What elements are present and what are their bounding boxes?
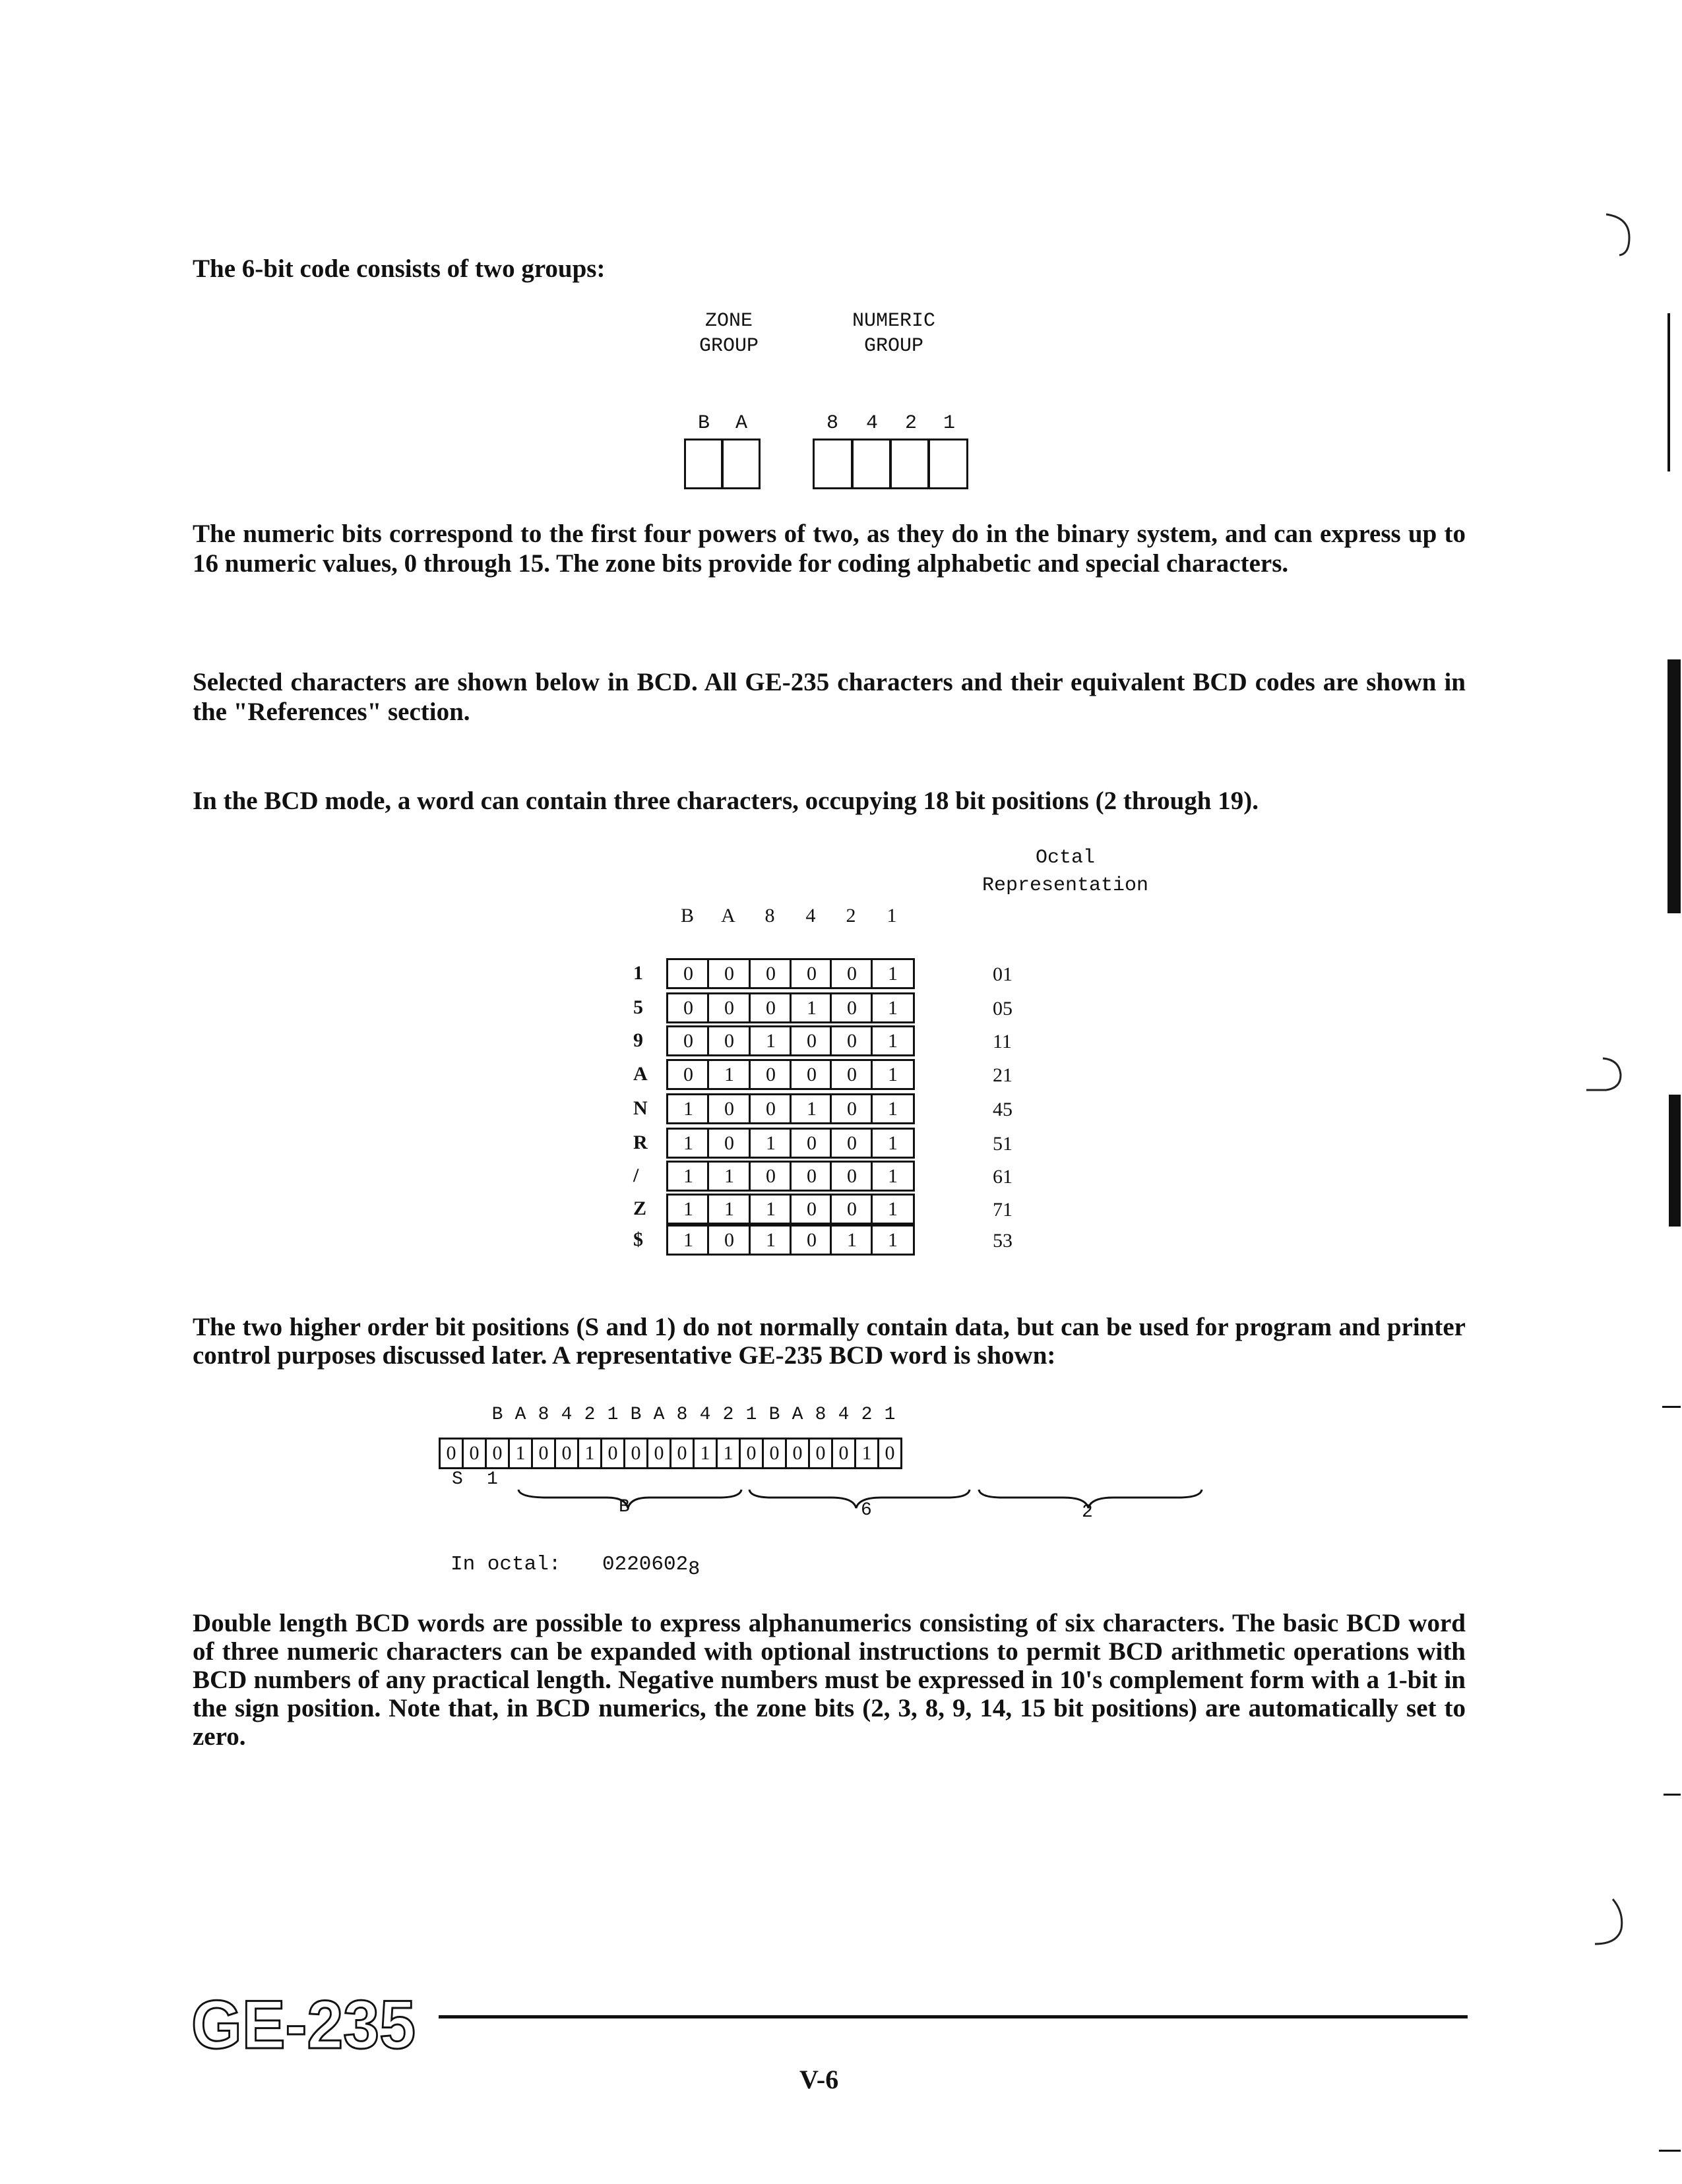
bcd-table-row-octal: 71 (993, 1199, 1012, 1221)
margin-mark-5 (1664, 1794, 1681, 1796)
bcd-word-header-label: 2 (722, 1405, 734, 1425)
bcd-word-bit-cell: 1 (854, 1438, 879, 1469)
bcd-word-header-label: 2 (584, 1405, 596, 1425)
bcd-word-bit-cell: 0 (762, 1438, 787, 1469)
group-label-6: 6 (861, 1500, 872, 1521)
brace-b (518, 1490, 741, 1508)
bcd-word-header-label: B (491, 1405, 503, 1425)
numeric-bit-label-4: 4 (866, 412, 879, 435)
bcd-table-col-header: B (680, 905, 694, 926)
bcd-word-header-label: 4 (699, 1405, 711, 1425)
bcd-table-row-char: N (633, 1097, 648, 1119)
bcd-word-header-label: A (792, 1405, 803, 1425)
brace-6 (749, 1490, 970, 1508)
page-number: V-6 (799, 2065, 839, 2094)
bcd-word-header-label: 1 (884, 1405, 896, 1425)
bcd-word-header-label: 8 (538, 1405, 549, 1425)
numeric-label-line1: NUMERIC (852, 310, 936, 332)
margin-mark-1 (1667, 313, 1670, 471)
bcd-table-col-header: 2 (846, 905, 856, 926)
bcd-table-cell: 1 (830, 1225, 874, 1256)
bcd-word-bit-cell: 0 (600, 1438, 625, 1469)
bcd-table-cell: 0 (830, 992, 874, 1023)
bcd-word-header-label: 2 (861, 1405, 873, 1425)
bcd-word-header-label: 4 (838, 1405, 850, 1425)
margin-mark-2 (1667, 659, 1681, 913)
ge-235-logo-text: GE-235 (191, 1991, 416, 2057)
bcd-table-cell: 1 (666, 1128, 710, 1159)
bcd-table-row-char: 5 (633, 996, 643, 1018)
bcd-word-bit-cell: 0 (808, 1438, 833, 1469)
bcd-table-row-char: R (633, 1132, 648, 1153)
bcd-table-cell: 1 (666, 1093, 710, 1124)
footer-rule (439, 2015, 1468, 2018)
binder-hole-top (1603, 208, 1642, 260)
bcd-table-cell: 0 (830, 958, 874, 989)
bcd-table-row-octal: 45 (993, 1099, 1012, 1120)
bcd-table-cell: 1 (749, 1225, 793, 1256)
bcd-table-cell: 0 (790, 1194, 834, 1225)
bcd-word-header-label: 8 (676, 1405, 688, 1425)
bcd-table-cell: 0 (666, 958, 710, 989)
bcd-word-bit-cell: 1 (577, 1438, 602, 1469)
zone-bit-box-a (721, 439, 761, 489)
numeric-bit-label-1: 1 (943, 412, 956, 435)
bcd-table-cell: 0 (749, 1093, 793, 1124)
zone-label-line2: GROUP (699, 335, 759, 357)
bcd-table-cell: 1 (666, 1194, 710, 1225)
bcd-table-cell: 1 (666, 1161, 710, 1192)
bcd-table-cell: 1 (707, 1194, 751, 1225)
bcd-table-cell: 0 (790, 1059, 834, 1090)
bcd-word-header-label: B (768, 1405, 780, 1425)
bcd-word-header-label: A (653, 1405, 665, 1425)
bcd-table-cell: 1 (749, 1128, 793, 1159)
bcd-table-cell: 0 (830, 1161, 874, 1192)
bcd-table-cell: 1 (666, 1225, 710, 1256)
bcd-table-cell: 1 (871, 1194, 915, 1225)
bcd-table-row-octal: 21 (993, 1064, 1012, 1086)
margin-mark-3 (1669, 1095, 1681, 1227)
bcd-table-cell: 0 (830, 1194, 874, 1225)
bcd-table-row-octal: 61 (993, 1166, 1012, 1188)
numeric-bits-paragraph: The numeric bits correspond to the first four powers of two, as they do in the binary system, and can express up to 16 numeric values, 0 through 15. The zone bits provide for coding alphabetic and special characters. (193, 520, 1466, 578)
bcd-table-cell: 1 (871, 1161, 915, 1192)
bcd-table-cell: 1 (790, 992, 834, 1023)
bcd-table-row-octal: 11 (993, 1031, 1012, 1052)
bcd-table-cell: 1 (871, 1059, 915, 1090)
numeric-bit-box-4 (851, 439, 892, 489)
bcd-table-cell: 1 (707, 1059, 751, 1090)
bcd-word-bit-cell: 0 (739, 1438, 764, 1469)
bcd-word-bit-cell: 0 (554, 1438, 579, 1469)
bcd-table-cell: 1 (871, 958, 915, 989)
bcd-word-bit-cell: 0 (831, 1438, 856, 1469)
bcd-table-col-header: 8 (764, 905, 775, 926)
numeric-bit-box-2 (889, 439, 930, 489)
bcd-word-header-label: 4 (561, 1405, 573, 1425)
octal-label: In octal: (451, 1553, 561, 1576)
bcd-table-cell: 1 (790, 1093, 834, 1124)
margin-mark-4 (1662, 1406, 1681, 1408)
numeric-group-label (828, 309, 960, 359)
bcd-word-bit-cell: 0 (485, 1438, 510, 1469)
octal-header-line1: Octal (1035, 847, 1095, 869)
bcd-table-cell: 1 (871, 1225, 915, 1256)
bcd-table-cell: 1 (871, 1025, 915, 1056)
bcd-table-cell: 0 (749, 958, 793, 989)
bcd-word-header-label: 8 (815, 1405, 826, 1425)
bcd-table-cell: 1 (871, 1093, 915, 1124)
sign-label-1: 1 (487, 1469, 498, 1490)
binder-hole-middle (1580, 1052, 1633, 1105)
bcd-table-col-header: 4 (805, 905, 816, 926)
higher-order-paragraph: The two higher order bit positions (S and 1) do not normally contain data, but can be used for program and printer control purposes discussed later. A representative GE-235 BCD word is shown: (193, 1313, 1466, 1370)
bcd-table-cell: 1 (749, 1025, 793, 1056)
bcd-word-header-label: A (514, 1405, 526, 1425)
bcd-table-cell: 1 (871, 992, 915, 1023)
intro-text: The 6-bit code consists of two groups: (193, 255, 606, 283)
bcd-table-cell: 0 (830, 1128, 874, 1159)
bcd-table-cell: 0 (830, 1093, 874, 1124)
bcd-table-cell: 0 (749, 1161, 793, 1192)
bcd-word-bit-cell: 0 (462, 1438, 487, 1469)
sign-label-s: S (452, 1469, 463, 1490)
bcd-table-row-char: Z (633, 1198, 647, 1219)
octal-header-line2: Representation (981, 874, 1149, 897)
bcd-word-header-label: 1 (607, 1405, 619, 1425)
ge-235-logo (191, 1991, 429, 2057)
bcd-table-row-octal: 05 (993, 998, 1012, 1019)
bcd-table-row-char: 9 (633, 1029, 643, 1051)
bcd-table-cell: 0 (749, 992, 793, 1023)
bcd-table-cell: 0 (790, 1128, 834, 1159)
bcd-table-cell: 1 (707, 1161, 751, 1192)
bcd-table-row-octal: 51 (993, 1133, 1012, 1155)
group-label-2: 2 (1082, 1502, 1093, 1523)
octal-value-subscript: 8 (688, 1558, 701, 1581)
bcd-table-cell: 0 (707, 992, 751, 1023)
bcd-table-cell: 0 (707, 958, 751, 989)
octal-header (970, 844, 1161, 899)
bcd-table-row-octal: 01 (993, 963, 1012, 985)
selected-chars-paragraph: Selected characters are shown below in BCD. All GE-235 characters and their equivalent BCD codes are shown in the "References" section. (193, 668, 1466, 726)
bcd-word-bit-cell: 0 (670, 1438, 695, 1469)
zone-group-label (673, 309, 785, 359)
bcd-table-cell: 0 (707, 1225, 751, 1256)
bcd-word-bit-cell: 1 (716, 1438, 741, 1469)
bcd-word-bit-cell: 0 (623, 1438, 648, 1469)
bcd-table-cell: 0 (707, 1093, 751, 1124)
bcd-table-cell: 0 (666, 1025, 710, 1056)
bcd-table-cell: 0 (830, 1059, 874, 1090)
bcd-table-cell: 0 (790, 1225, 834, 1256)
bcd-table-cell: 0 (790, 1025, 834, 1056)
numeric-bit-box-8 (813, 439, 854, 489)
bcd-table-cell: 1 (749, 1194, 793, 1225)
bcd-table-row-char: / (633, 1165, 639, 1186)
bcd-word-bit-cell: 0 (785, 1438, 810, 1469)
bcd-table-col-header: 1 (887, 905, 897, 926)
bcd-table-cell: 0 (707, 1025, 751, 1056)
bcd-table-cell: 1 (871, 1128, 915, 1159)
octal-value (602, 1553, 700, 1581)
bcd-word-bit-cell: 1 (508, 1438, 533, 1469)
bcd-table-cell: 0 (666, 992, 710, 1023)
bcd-table-cell: 0 (790, 958, 834, 989)
bcd-word-bit-cell: 0 (646, 1438, 671, 1469)
bcd-table-row-char: $ (633, 1228, 643, 1250)
zone-label-line1: ZONE (704, 310, 753, 332)
bcd-table-cell: 0 (707, 1128, 751, 1159)
bcd-table-row-char: A (633, 1063, 648, 1085)
bcd-table-row-char: 1 (633, 962, 643, 984)
bcd-mode-paragraph: In the BCD mode, a word can contain three characters, occupying 18 bit positions (2 through 19). (193, 787, 1259, 815)
octal-value-digits: 0220602 (602, 1553, 689, 1576)
bcd-table-row-octal: 53 (993, 1230, 1012, 1252)
bcd-word-bit-cell: 1 (693, 1438, 718, 1469)
bcd-table-cell: 0 (749, 1059, 793, 1090)
numeric-bit-box-1 (927, 439, 968, 489)
zone-bit-label-b: B (698, 412, 710, 435)
numeric-label-line2: GROUP (863, 335, 923, 357)
zone-bit-box-b (684, 439, 724, 489)
numeric-bit-label-2: 2 (905, 412, 918, 435)
bcd-table-cell: 0 (830, 1025, 874, 1056)
bcd-table-cell: 0 (790, 1161, 834, 1192)
bcd-word-bit-cell: 0 (531, 1438, 556, 1469)
double-length-paragraph: Double length BCD words are possible to express alphanumerics consisting of six characters. The basic BCD word of three numeric characters can be expanded with optional instructions to permit BCD arithmetic operations with BCD numbers of any practical length. Negative numbers must be expressed in 10's complement form with a 1-bit in the sign position. Note that, in BCD numerics, the zone bits (2, 3, 8, 9, 14, 15 bit positions) are automatically set to zero. (193, 1609, 1466, 1751)
zone-bit-label-a: A (735, 412, 748, 435)
bcd-word-header-label: B (630, 1405, 642, 1425)
bcd-word-bit-cell: 0 (439, 1438, 464, 1469)
bcd-table-col-header: A (721, 905, 735, 926)
bcd-table-cell: 0 (666, 1059, 710, 1090)
margin-mark-6 (1659, 2150, 1681, 2152)
binder-hole-bottom (1583, 1893, 1636, 1952)
bcd-word-bit-cell: 0 (877, 1438, 902, 1469)
bcd-word-header-label: 1 (745, 1405, 757, 1425)
numeric-bit-label-8: 8 (826, 412, 839, 435)
group-label-b: B (619, 1497, 630, 1517)
